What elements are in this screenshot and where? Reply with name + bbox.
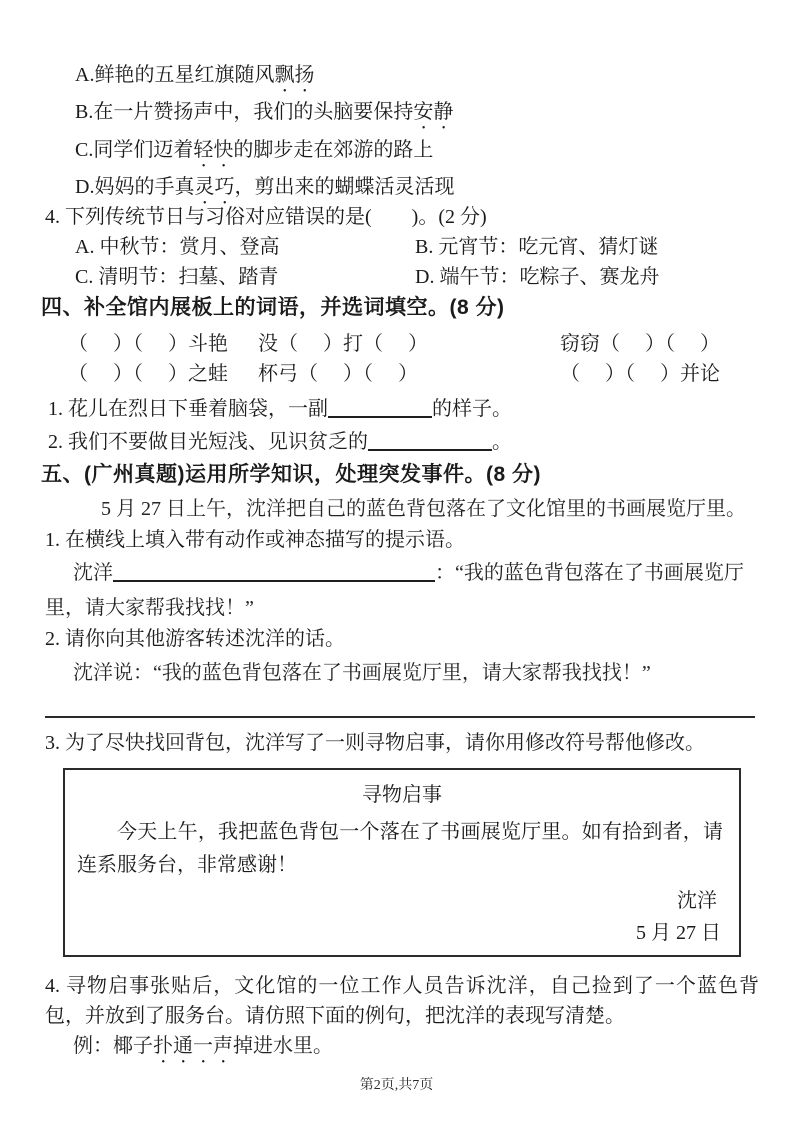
example-text: 例：椰子	[73, 1035, 153, 1057]
option-text: 鲜艳的五星红旗随风	[94, 64, 275, 86]
q4-option-c: C. 清明节：扫墓、踏青	[75, 266, 279, 288]
notice-title: 寻物启事	[362, 784, 442, 806]
section5-intro: 5 月 27 日上午，沈洋把自己的蓝色背包落在了文化馆里的书画展览厅里。	[101, 498, 746, 520]
word-blank: （ ）（ ）并论	[560, 363, 720, 385]
speaker-name: 沈洋	[73, 562, 113, 584]
section5-q3-stem: 3. 为了尽快找回背包，沈洋写了一则寻物启事，请你用修改符号帮他修改。	[45, 732, 705, 754]
q4-stem: 4. 下列传统节日与习俗对应错误的是( )。(2 分)	[45, 206, 487, 228]
notice-box	[63, 768, 741, 957]
section4-title: 四、补全馆内展板上的词语，并选词填空。(8 分)	[41, 296, 505, 319]
option-text: 的脚步走在郊游的路上	[233, 139, 434, 161]
option-text: 同学们迈着	[93, 139, 194, 161]
page-footer: 第2页,共7页	[359, 1078, 434, 1093]
answer-line	[45, 716, 755, 718]
emphasized-word: 轻快	[193, 139, 234, 161]
q3-option-b	[75, 99, 453, 134]
section4-q2	[48, 429, 512, 455]
emphasized-word: 扑通一声	[153, 1035, 233, 1057]
section5-q2-stem: 2. 请你向其他游客转述沈洋的话。	[45, 628, 345, 650]
example-sentence	[73, 1033, 333, 1068]
question-text: 1. 花儿在烈日下垂着脑袋，一副	[48, 398, 328, 420]
word-blank: 窃窃（ ）（ ）	[560, 333, 720, 355]
option-label: C.	[75, 139, 94, 161]
q3-option-c	[75, 137, 433, 172]
word-blank: 杯弓（ ）（ ）	[258, 363, 418, 385]
emphasized-word: 飘扬	[274, 64, 315, 86]
option-text: ，剪出来的蝴蝶活灵活现	[234, 176, 455, 198]
question-text: 的样子。	[432, 398, 512, 420]
emphasized-word: 安静	[413, 101, 454, 123]
option-text: 妈妈的手真	[94, 176, 195, 198]
notice-date: 5 月 27 日	[636, 922, 721, 944]
fill-blank-underline	[113, 561, 435, 582]
section5-q2-quote: 沈洋说：“我的蓝色背包落在了书画展览厅里，请大家帮我找找！”	[73, 662, 651, 684]
option-text: 在一片赞扬声中，我们的头脑要保持	[93, 101, 414, 123]
section5-title: 五、(广州真题)运用所学知识，处理突发事件。(8 分)	[41, 463, 541, 486]
q3-option-a	[75, 62, 314, 97]
section5-q1-fill-line	[73, 560, 744, 586]
section5-q1-stem: 1. 在横线上填入带有动作或神态描写的提示语。	[45, 529, 465, 551]
option-label: D.	[75, 176, 95, 198]
example-text: 掉进水里。	[233, 1035, 333, 1057]
word-blank: （ ）（ ）斗艳	[68, 333, 228, 355]
q4-option-b: B. 元宵节：吃元宵、猜灯谜	[415, 236, 659, 258]
fill-blank-underline	[328, 397, 432, 418]
section4-q1	[48, 396, 512, 422]
word-blank: 没（ ）打（ ）	[258, 333, 428, 355]
section5-q1-line2: 里，请大家帮我找找！”	[45, 597, 254, 619]
option-label: A.	[75, 64, 95, 86]
emphasized-word: 灵巧	[194, 176, 235, 198]
question-text: 2. 我们不要做目光短浅、见识贫乏的	[48, 431, 368, 453]
notice-body: 今天上午，我把蓝色背包一个落在了书画展览厅里。如有拾到者，请连系服务台，非常感谢！	[77, 821, 723, 876]
question-text: 。	[492, 431, 512, 453]
option-label: B.	[75, 101, 94, 123]
q4-option-d: D. 端午节：吃粽子、赛龙舟	[415, 266, 660, 288]
section5-q4-stem: 4. 寻物启事张贴后，文化馆的一位工作人员告诉沈洋，自己捡到了一个蓝色背包，并放到了服务台。请仿照下面的例句，把沈洋的表现写清楚。	[45, 975, 759, 1027]
fill-blank-underline	[368, 430, 492, 451]
q4-option-a: A. 中秋节：赏月、登高	[75, 236, 280, 258]
quote-text: ：“我的蓝色背包落在了书画展览厅	[435, 562, 744, 584]
notice-signature: 沈洋	[677, 890, 717, 912]
word-blank: （ ）（ ）之蛙	[68, 363, 228, 385]
